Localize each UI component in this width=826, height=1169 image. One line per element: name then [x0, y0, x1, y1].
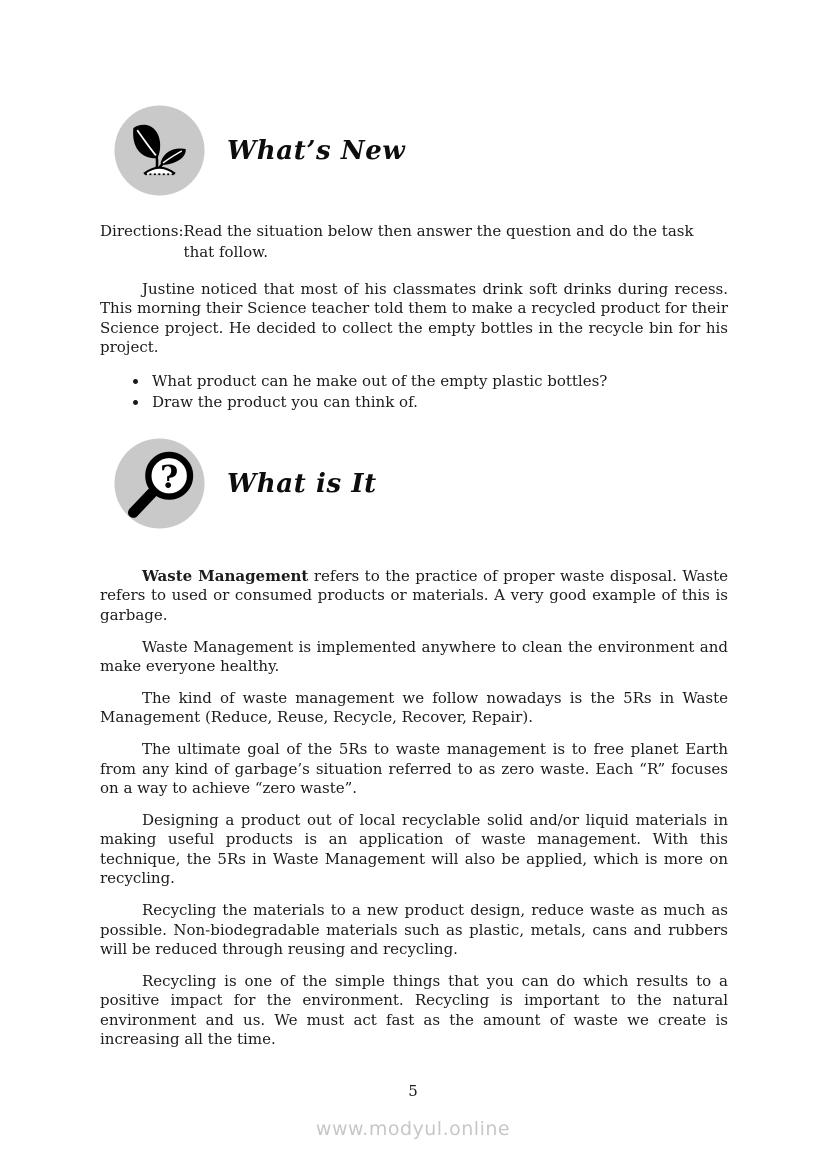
- list-item: • Draw the product you can think of.: [149, 392, 607, 413]
- paragraph-waste-management: [100, 567, 728, 625]
- paragraph: The kind of waste management we follow nowadays is the 5Rs in Waste Management (Reduce, Reuse, Recycle, Recover, Repair).: [100, 689, 728, 727]
- directions-label: Directions:: [100, 222, 184, 240]
- list-item: • What product can he make out of the empty plastic bottles?: [149, 371, 607, 392]
- watermark: www.modyul.online: [315, 1118, 511, 1140]
- paragraph: Recycling the materials to a new product design, reduce waste as much as possible. Non-biodegradable materials such as plastic, metals, cans and rubbers will be reduced through reusing and recycling.: [100, 901, 728, 958]
- what-is-it-body: [100, 567, 728, 1062]
- lead-bold-term: Waste Management: [142, 567, 309, 585]
- what-is-it-header: [113, 437, 377, 530]
- paragraph: Designing a product out of local recyclable solid and/or liquid materials in making useful products is an application of waste management. With this technique, the 5Rs in Waste Management will also be applied, which is more on recycling.: [100, 811, 728, 888]
- paragraph: Recycling is one of the simple things that you can do which results to a positive impact for the environment. Recycling is important to the natural environment and us. We must act fast as the amount of waste we create is increasing all the time.: [100, 971, 728, 1049]
- svg-text:?: ?: [160, 459, 179, 496]
- directions: [100, 221, 730, 262]
- question-list: [124, 371, 607, 412]
- paragraph: The ultimate goal of the 5Rs to waste management is to free planet Earth from any kind of garbage’s situation referred to as zero waste. Each “R” focuses on a way to achieve “zero waste”.: [100, 740, 728, 798]
- magnifier-question-icon: [113, 437, 206, 530]
- seedling-icon: [113, 104, 206, 197]
- directions-text: Read the situation below then answer the question and do the task that follow.: [183, 222, 694, 261]
- page-number: 5: [408, 1082, 418, 1100]
- paragraph: Waste Management is implemented anywhere to clean the environment and make everyone healthy.: [100, 637, 728, 676]
- whats-new-header: [113, 104, 405, 197]
- what-is-it-title: What is It: [227, 468, 377, 499]
- whats-new-title: What’s New: [227, 135, 406, 166]
- lead-rest: refers to the practice of proper waste disposal. Waste refers to used or consumed products or materials. A very good example of this is garbage.: [100, 567, 728, 624]
- situation-paragraph: Justine noticed that most of his classmates drink soft drinks during recess. This morning their Science teacher told them to make a recycled product for their Science project. He decided to collect the empty bottles in the recycle bin for his project.: [100, 280, 728, 357]
